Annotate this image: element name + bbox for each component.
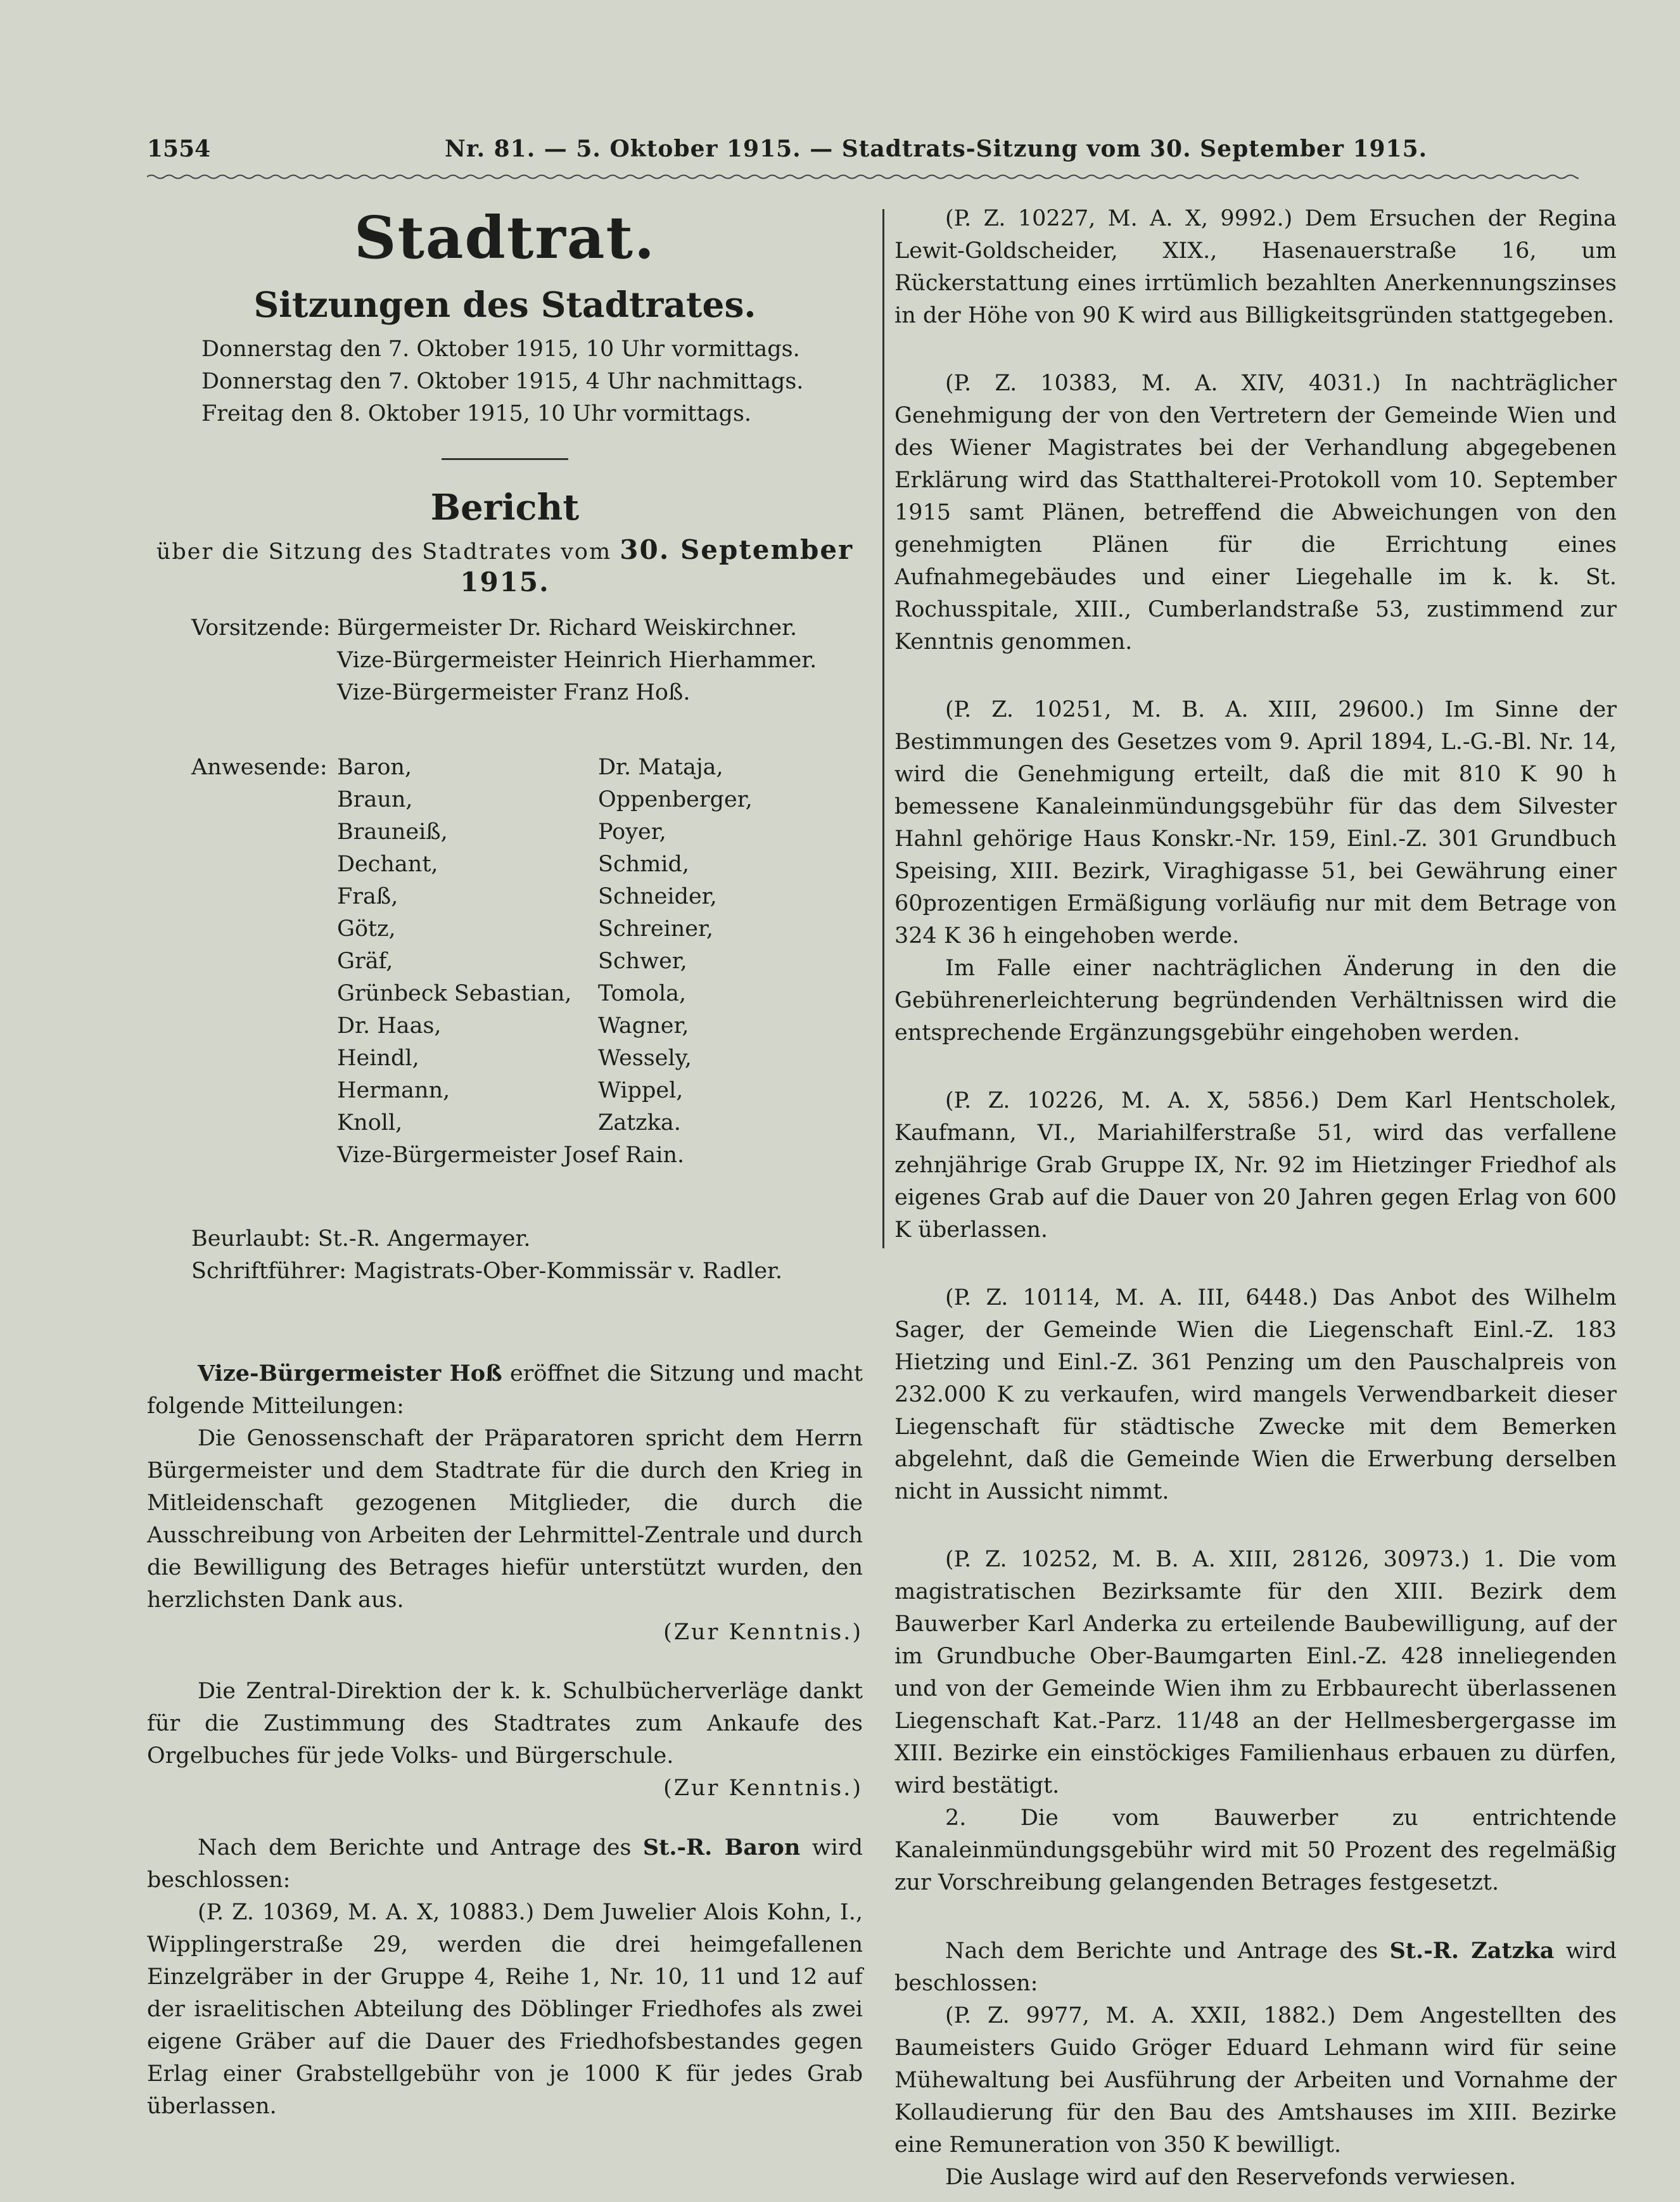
present-member: Dr. Mataja, (598, 755, 723, 780)
session-line: Donnerstag den 7. Oktober 1915, 10 Uhr vormittags. (201, 336, 800, 362)
notice-tag: (Zur Kenntnis.) (663, 1620, 863, 1645)
present-member: Schneider, (598, 884, 717, 909)
opening-text: eröffnet die Sitzung und macht folgende Mitteilungen: (147, 1361, 863, 1419)
present-member: Wagner, (598, 1013, 689, 1039)
right-column (894, 203, 1617, 2194)
motion-councillor: St.-R. Baron (642, 1834, 801, 1860)
motion-intro (894, 1935, 1617, 2000)
resolution-paragraph: 2. Die vom Bauwerber zu entrichtende Kanaleinmündungsgebühr wird mit 50 Prozent des regelmäßig zur Vorschreibung gelangenden Betrages festgesetzt. (894, 1805, 1617, 1895)
present-member: Wessely, (598, 1046, 692, 1071)
left-column (147, 203, 863, 2123)
report-date-bold: 30. September (620, 534, 854, 565)
motion-intro-text: Nach dem Berichte und Antrage des (198, 1835, 632, 1860)
present-member: Braun, (337, 787, 413, 812)
motion-intro-end: wird beschlossen: (147, 1835, 863, 1893)
opening-speaker: Vize-Bürgermeister Hoß (198, 1360, 502, 1386)
chair-name: Bürgermeister Dr. Richard Weiskirchner. (337, 615, 798, 641)
resolution-paragraph: Im Falle einer nachträglichen Änderung in den die Gebührenerleichterung begründenden Verhältnissen wird die entsprechende Ergänzungsgebühr eingehoben werden. (894, 956, 1617, 1046)
resolution-paragraph: (P. Z. 9977, M. A. XXII, 1882.) Dem Angestellten des Baumeisters Guido Gröger Eduard Lehmann wird für seine Mühewaltung bei Ausführung der Arbeiten und Vornahme der Kollaudierung für den Bau des Amtshauses im XIII. Bezirke eine Remuneration von 350 K bewilligt. (894, 2003, 1617, 2158)
present-member: Wippel, (598, 1078, 684, 1103)
notice-paragraph: Die Zentral-Direktion der k. k. Schulbücherverläge dankt für die Zustimmung des Stadtrates zum Ankaufe des Orgelbuches für jede Volks- und Bürgerschule. (147, 1679, 863, 1769)
session-line: Freitag den 8. Oktober 1915, 10 Uhr vormittags. (201, 401, 752, 426)
present-member: Schwer, (598, 949, 687, 974)
present-member: Zatzka. (598, 1110, 681, 1136)
present-member: Dechant, (337, 852, 438, 877)
motion-intro (147, 1831, 863, 1897)
resolution-paragraph: (P. Z. 10114, M. A. III, 6448.) Das Anbot des Wilhelm Sager, der Gemeinde Wien die Liegenschaft Einl.-Z. 183 Hietzing und Einl.-Z. 361 Penzing um den Pauschalpreis von 232.000 K zu verkaufen, wird mangels Verwendbarkeit dieser Liegenschaft für städtische Zwecke mit dem Bemerken abgelehnt, daß die Gemeinde Wien die Erwerbung derselben nicht in Aussicht nimmt. (894, 1285, 1617, 1504)
page-header (147, 136, 1428, 174)
present-member: Heindl, (337, 1046, 419, 1071)
chair-name: Vize-Bürgermeister Heinrich Hierhammer. (337, 648, 817, 673)
column-divider (882, 209, 884, 1248)
resolution-paragraph: (P. Z. 10227, M. A. X, 9992.) Dem Ersuchen der Regina Lewit-Goldscheider, XIX., Hasenauerstraße 16, um Rückerstattung eines irrtümlich bezahlten Anerkennungszinses in der Höhe von 90 K wird aus Billigkeitsgründen stattgegeben. (894, 206, 1617, 328)
section-title: Stadtrat. (354, 203, 656, 272)
report-subheading-text: über die Sitzung des Stadtrates vom (156, 539, 612, 565)
resolution-paragraph: (P. Z. 10251, M. B. A. XIII, 29600.) Im Sinne der Bestimmungen des Gesetzes vom 9. April 1894, L.-G.-Bl. Nr. 14, wird die Genehmigung erteilt, daß die mit 810 K 90 h bemessene Kanaleinmündungsgebühr für das dem Silvester Hahnl gehörige Haus Konskr.-Nr. 159, Einl.-Z. 301 Grundbuch Speising, XIII. Bezirk, Viraghigasse 51, bei Gewährung einer 60prozentigen Ermäßigung vorläufig nur mit dem Betrage von 324 K 36 h eingehoben werde. (894, 697, 1617, 949)
chair-block (147, 612, 863, 752)
present-member: Gräf, (337, 949, 393, 974)
present-member-last: Vize-Bürgermeister Josef Rain. (337, 1143, 685, 1168)
resolution-paragraph: (P. Z. 10383, M. A. XIV, 4031.) In nachträglicher Genehmigung der von den Vertretern der Gemeinde Wien und des Wiener Magistrates bei der Verhandlung abgegebenen Erklärung wird das Statthalterei-Protokoll vom 10. September 1915 samt Plänen, betreffend die Abweichungen von den genehmigten Plänen für die Errichtung eines Aufnahmegebäudes und einer Liegehalle im k. k. St. Rochusspitale, XIII., Cumberlandstraße 53, zustimmend zur Kenntnis genommen. (894, 371, 1617, 655)
report-subheading (147, 535, 863, 599)
present-member: Hermann, (337, 1078, 450, 1103)
report-year-bold: 1915. (460, 567, 550, 598)
motion-intro-end: wird beschlossen: (894, 1938, 1617, 1996)
present-member: Schreiner, (598, 916, 714, 942)
chair-name: Vize-Bürgermeister Franz Hoß. (337, 680, 690, 705)
page-number: 1554 (147, 136, 211, 162)
running-title: Nr. 81. — 5. Oktober 1915. — Stadtrats-Sitzung vom 30. September 1915. (445, 136, 1428, 162)
present-label: Anwesende: (191, 755, 328, 780)
notice-tag: (Zur Kenntnis.) (663, 1776, 863, 1801)
present-member: Schmid, (598, 852, 690, 877)
present-member: Götz, (337, 916, 396, 942)
motion-councillor: St.-R. Zatzka (1389, 1938, 1555, 1964)
opening-paragraph (147, 1357, 863, 1423)
present-member: Knoll, (337, 1110, 403, 1136)
present-member: Dr. Haas, (337, 1013, 442, 1039)
secretary-line: Schriftführer: Magistrats-Ober-Kommissär v. Radler. (191, 1258, 783, 1284)
session-line: Donnerstag den 7. Oktober 1915, 4 Uhr nachmittags. (201, 369, 804, 394)
present-block (147, 752, 863, 1189)
present-member: Poyer, (598, 819, 666, 845)
section-subtitle: Sitzungen des Stadtrates. (253, 284, 756, 325)
report-heading: Bericht (430, 487, 580, 528)
resolution-paragraph: (P. Z. 10252, M. B. A. XIII, 28126, 30973.) 1. Die vom magistratischen Bezirksamte für den XIII. Bezirk dem Bauwerber Karl Anderka zu erteilende Baubewilligung, auf der im Grundbuche Ober-Baumgarten Einl.-Z. 428 inneliegenden und von der Gemeinde Wien ihm zu Erbbaurecht überlassenen Liegenschaft Kat.-Parz. 11/48 an der Hellmesbergergasse im XIII. Bezirke ein einstöckiges Familienhaus erbauen zu dürfen, wird bestätigt. (894, 1547, 1617, 1798)
present-member: Grünbeck Sebastian, (337, 981, 572, 1006)
resolution-paragraph: (P. Z. 10226, M. A. X, 5856.) Dem Karl Hentscholek, Kaufmann, VI., Mariahilferstraße 51, wird das verfallene zehnjährige Grab Gruppe IX, Nr. 92 im Hietzinger Friedhof als eigenes Grab auf die Dauer von 20 Jahren gegen Erlag von 600 K überlassen. (894, 1088, 1617, 1243)
leave-line: Beurlaubt: St.-R. Angermayer. (191, 1226, 531, 1251)
resolution-paragraph: Die Auslage wird auf den Reservefonds verwiesen. (945, 2165, 1517, 2190)
motion-intro-text: Nach dem Berichte und Antrage des (945, 1938, 1378, 1964)
chair-label: Vorsitzende: (191, 615, 331, 641)
notice-paragraph: Die Genossenschaft der Präparatoren spricht dem Herrn Bürgermeister und dem Stadtrate für die durch den Krieg in Mitleidenschaft gezogenen Mitglieder, die durch die Ausschreibung von Arbeiten der Lehrmittel-Zentrale und durch die Bewilligung des Betrages hiefür unterstützt wurden, den herzlichsten Dank aus. (147, 1426, 863, 1613)
present-member: Baron, (337, 755, 412, 780)
header-wavy-rule (147, 174, 1579, 180)
resolution-paragraph: (P. Z. 10369, M. A. X, 10883.) Dem Juwelier Alois Kohn, I., Wipplingerstraße 29, werden die drei heimgefallenen Einzelgräber in der Gruppe 4, Reihe 1, Nr. 10, 11 und 12 auf der israelitischen Abteilung des Döblinger Friedhofes als zwei eigene Gräber auf die Dauer des Friedhofsbestandes gegen Erlag einer Grabstellgebühr von je 1000 K für jedes Grab überlassen. (147, 1900, 863, 2119)
present-member: Oppenberger, (598, 787, 753, 812)
present-member: Fraß, (337, 884, 398, 909)
short-rule (442, 458, 568, 460)
present-member: Brauneiß, (337, 819, 448, 845)
present-member: Tomola, (598, 981, 687, 1006)
